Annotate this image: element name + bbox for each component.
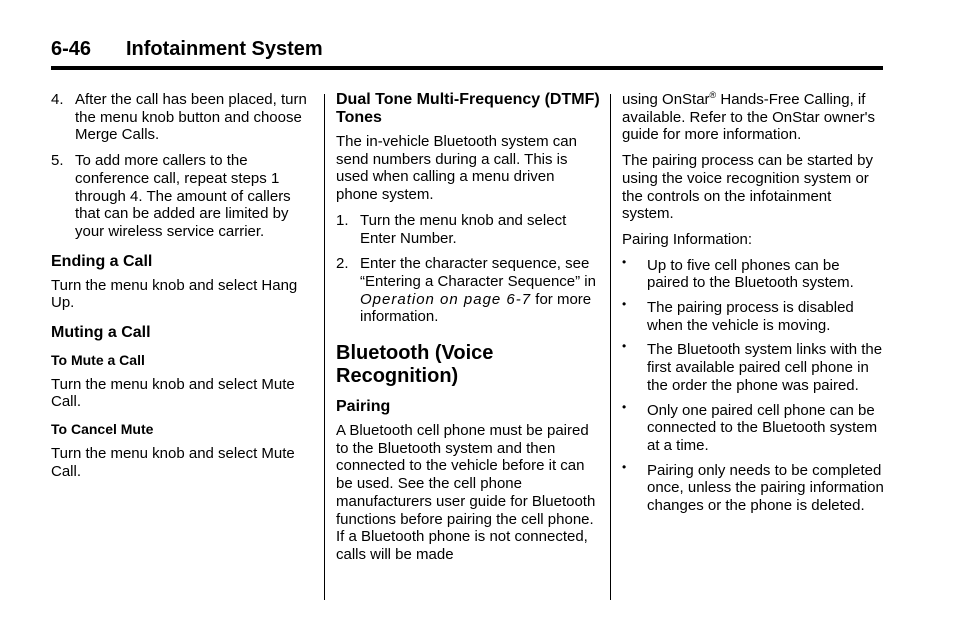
dtmf-text: The in-vehicle Bluetooth system can send numbers during a call. This is used when calling a menu driven phone system. bbox=[336, 133, 577, 204]
list-item bbox=[51, 91, 313, 144]
bullet-text: The pairing process is disabled when the vehicle is moving. bbox=[647, 299, 854, 334]
cancel-mute-text: Turn the menu knob and select Mute Call. bbox=[51, 444, 295, 480]
list-item bbox=[622, 254, 884, 292]
list-item bbox=[51, 152, 313, 241]
ending-call-text: Turn the menu knob and select Hang Up. bbox=[51, 276, 298, 312]
bullet-text: Up to five cell phones can be paired to the Bluetooth system. bbox=[647, 256, 854, 292]
mute-text: Turn the menu knob and select Mute Call. bbox=[51, 375, 295, 411]
bullet-text: Pairing only needs to be completed once, unless the pairing information changes or the phone is deleted. bbox=[647, 461, 884, 515]
pairing-info-label: Pairing Information: bbox=[622, 230, 753, 248]
list-item bbox=[336, 255, 600, 326]
onstar-paragraph bbox=[622, 91, 884, 144]
list-item bbox=[622, 459, 884, 515]
column-divider bbox=[324, 94, 325, 600]
step-number: 2. bbox=[336, 255, 349, 273]
column-divider bbox=[610, 94, 611, 600]
page-header bbox=[51, 38, 883, 70]
pairing-text: A Bluetooth cell phone must be paired to the Bluetooth system and then connected to the vehicle before it can be used. See the cell phone manufacturers user guide for Bluetooth functions before pairing the cell phone. If a Bluetooth phone is not connected, calls will be made bbox=[336, 422, 596, 563]
mute-subheading: To Mute a Call bbox=[51, 352, 145, 369]
list-item bbox=[336, 212, 600, 247]
bluetooth-heading: Bluetooth (Voice Recognition) bbox=[336, 342, 494, 388]
list-item bbox=[622, 299, 884, 334]
step-text-after: for more information. bbox=[360, 290, 592, 326]
ending-call-heading: Ending a Call bbox=[51, 252, 153, 270]
pairing-heading: Pairing bbox=[336, 398, 391, 416]
step-number: 1. bbox=[336, 211, 349, 229]
column-right bbox=[622, 91, 884, 522]
cancel-mute-subheading: To Cancel Mute bbox=[51, 421, 154, 438]
pairing-process-text: The pairing process can be started by using the voice recognition system or the controls on the infotainment system. bbox=[622, 152, 873, 223]
step-text: After the call has been placed, turn the menu knob button and choose Merge Calls. bbox=[75, 91, 307, 144]
step-text: Turn the menu knob and select Enter Number. bbox=[360, 211, 567, 247]
bullet-icon: • bbox=[622, 254, 627, 269]
step-number: 5. bbox=[51, 152, 64, 170]
bullet-icon: • bbox=[622, 339, 627, 354]
bullet-icon: • bbox=[622, 399, 627, 414]
list-item bbox=[622, 399, 884, 455]
bullet-icon: • bbox=[622, 297, 627, 312]
bullet-text: Only one paired cell phone can be connected to the Bluetooth system at a time. bbox=[647, 401, 878, 454]
pairing-info-list bbox=[622, 254, 884, 515]
merge-steps-list bbox=[51, 91, 313, 241]
bullet-icon: • bbox=[622, 459, 627, 474]
bullet-text: The Bluetooth system links with the first available paired cell phone in the order the phone was paired. bbox=[647, 341, 883, 394]
muting-call-heading: Muting a Call bbox=[51, 324, 151, 342]
page-number: 6-46 bbox=[51, 38, 92, 60]
column-middle bbox=[336, 91, 600, 572]
section-title: Infotainment System bbox=[126, 38, 323, 60]
onstar-text-before: using OnStar bbox=[622, 91, 710, 108]
cross-reference-link[interactable]: Operation on page 6-7 bbox=[360, 290, 532, 308]
onstar-text-after: Hands-Free Calling, if available. Refer to the OnStar owner's guide for more information. bbox=[622, 91, 875, 144]
registered-mark: ® bbox=[709, 90, 717, 100]
step-number: 4. bbox=[51, 91, 64, 108]
column-left bbox=[51, 91, 313, 488]
dtmf-steps-list bbox=[336, 212, 600, 326]
step-text-before: Enter the character sequence, see “Entering a Character Sequence” in bbox=[360, 255, 596, 290]
dtmf-heading: Dual Tone Multi-Frequency (DTMF) Tones bbox=[336, 91, 600, 126]
step-text: To add more callers to the conference call, repeat steps 1 through 4. The amount of callers that can be added are limited by your wireless service carrier. bbox=[75, 152, 291, 240]
list-item bbox=[622, 341, 884, 394]
